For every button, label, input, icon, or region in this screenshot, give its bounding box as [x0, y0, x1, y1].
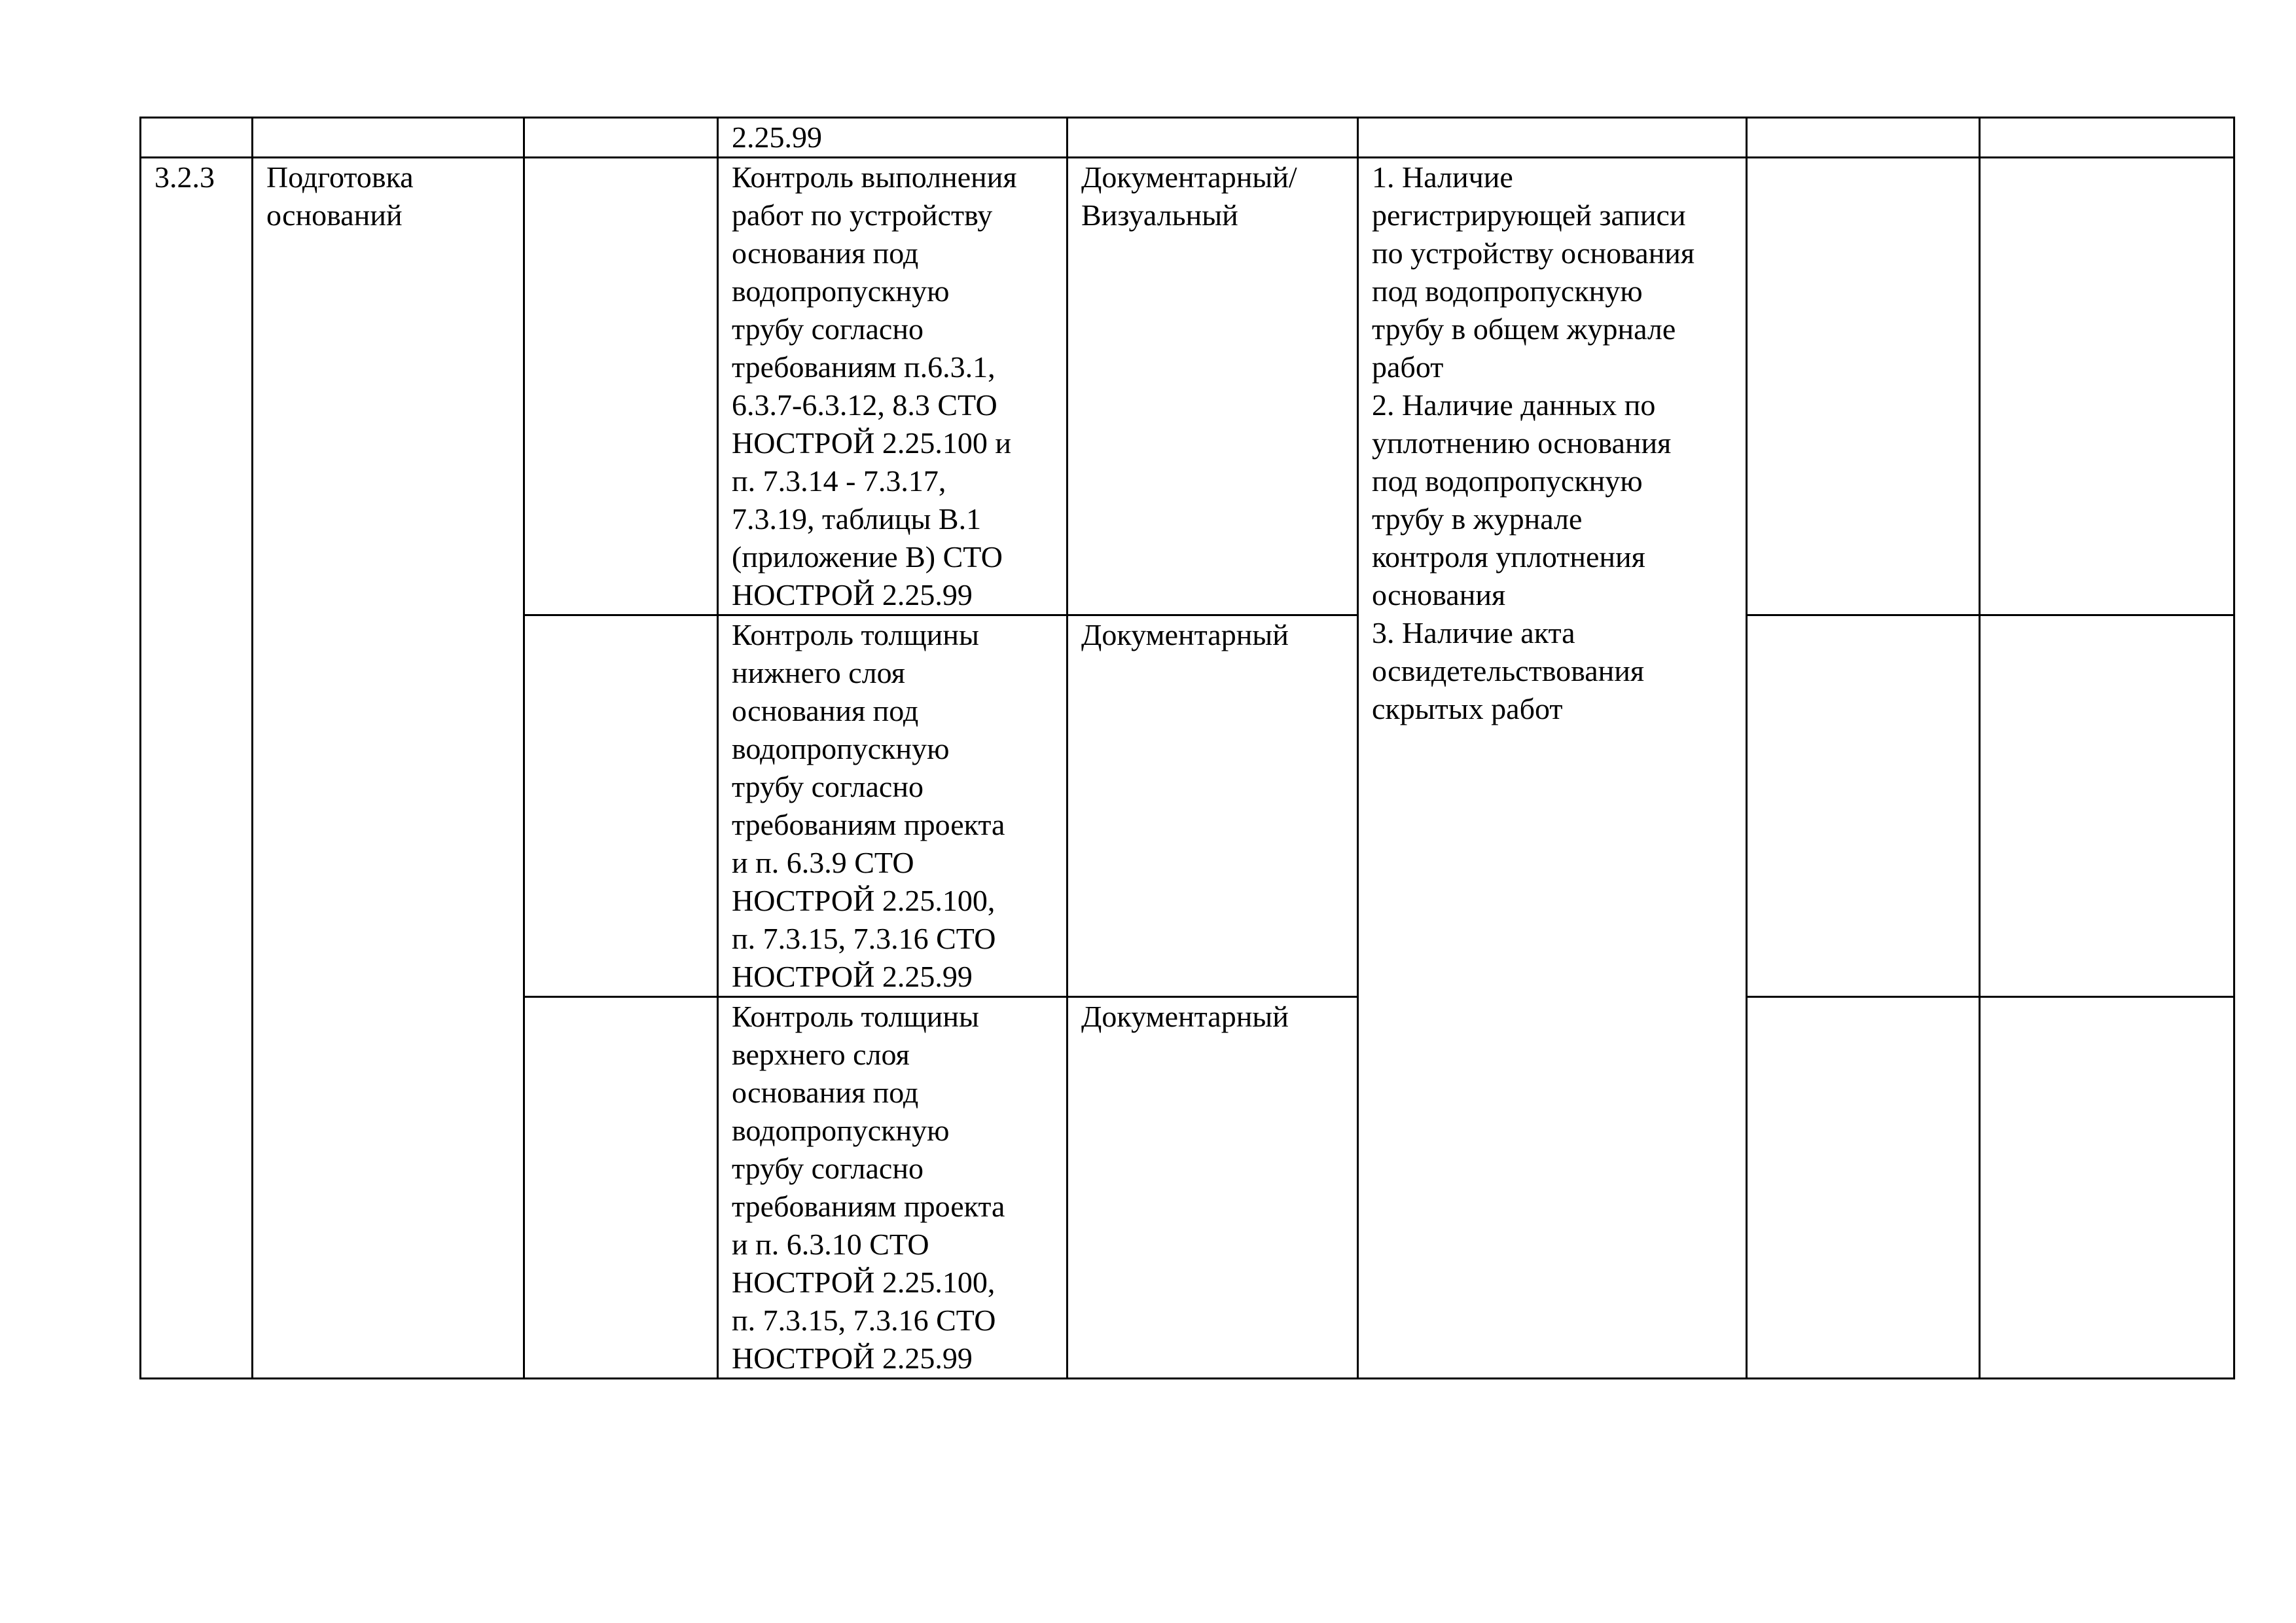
cell-subject	[524, 997, 718, 1379]
cell-subject	[524, 118, 718, 158]
section-name: Подготовка оснований	[253, 158, 524, 1379]
control-method: Документарный	[1067, 615, 1358, 997]
control-method: Документарный	[1067, 997, 1358, 1379]
cell-result	[1747, 997, 1980, 1379]
cell-method	[1067, 118, 1358, 158]
requirements-list: 1. Наличие регистрирующей записи по устройству основания под водопропускную трубу в общем журнале работ 2. Наличие данных по уплотнению основания под водопропускную трубу в журнале контроля уплотнения основания 3. Наличие акта освидетельствования скрытых работ	[1358, 158, 1747, 1379]
cell-result	[1747, 615, 1980, 997]
control-table	[139, 117, 2235, 1379]
table-row	[141, 158, 2234, 615]
cell-result	[1747, 158, 1980, 615]
cell-number	[141, 118, 253, 158]
section-number: 3.2.3	[141, 158, 253, 1379]
cell-subject	[524, 158, 718, 615]
control-method: Документарный/ Визуальный	[1067, 158, 1358, 615]
control-description: Контроль толщины верхнего слоя основания под водопропускную трубу согласно требованиям проекта и п. 6.3.10 СТО НОСТРОЙ 2.25.100, п. 7.3.15, 7.3.16 СТО НОСТРОЙ 2.25.99	[718, 997, 1067, 1379]
cell-note	[1980, 615, 2234, 997]
cell-note	[1980, 118, 2234, 158]
cell-result	[1747, 118, 1980, 158]
table-row-continuation	[141, 118, 2234, 158]
control-description: Контроль выполнения работ по устройству основания под водопропускную трубу согласно требованиям п.6.3.1, 6.3.7-6.3.12, 8.3 СТО НОСТРОЙ 2.25.100 и п. 7.3.14 - 7.3.17, 7.3.19, таблицы В.1 (приложение В) СТО НОСТРОЙ 2.25.99	[718, 158, 1067, 615]
cell-note	[1980, 997, 2234, 1379]
control-description: Контроль толщины нижнего слоя основания под водопропускную трубу согласно требованиям проекта и п. 6.3.9 СТО НОСТРОЙ 2.25.100, п. 7.3.15, 7.3.16 СТО НОСТРОЙ 2.25.99	[718, 615, 1067, 997]
cell-control: 2.25.99	[718, 118, 1067, 158]
cell-requirements	[1358, 118, 1747, 158]
cell-subject	[524, 615, 718, 997]
cell-note	[1980, 158, 2234, 615]
cell-stage	[253, 118, 524, 158]
